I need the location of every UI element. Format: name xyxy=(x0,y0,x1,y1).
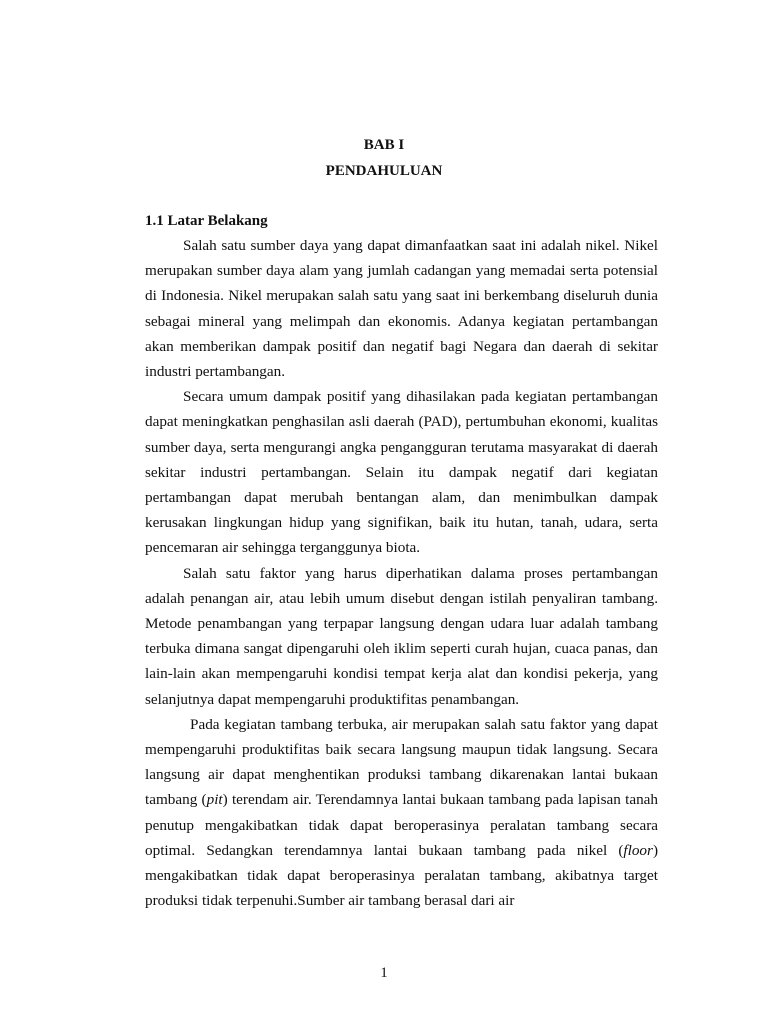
term-floor: floor xyxy=(623,841,653,859)
body-text xyxy=(145,233,658,913)
paragraph-4-part-3: ) mengakibatkan tidak dapat beroperasinya peralatan tambang, akibatnya target produksi tidak terpenuhi.Sumber air tambang berasal dari air xyxy=(145,841,658,910)
paragraph-4 xyxy=(145,712,658,914)
paragraph-2: Secara umum dampak positif yang dihasilakan pada kegiatan pertambangan dapat meningkatkan penghasilan asli daerah (PAD), pertumbuhan ekonomi, kualitas sumber daya, serta mengurangi angka pengangguran terutama masyarakat di daerah sekitar industri pertambangan. Selain itu dampak negatif dari kegiatan pertambangan dapat merubah bentangan alam, dan menimbulkan dampak kerusakan lingkungan hidup yang signifikan, baik itu hutan, tanah, udara, serta pencemaran air sehingga terganggunya biota. xyxy=(145,388,658,557)
paragraph-1: Salah satu sumber daya yang dapat dimanfaatkan saat ini adalah nikel. Nikel merupakan sumber daya alam yang jumlah cadangan yang memadai serta potensial di Indonesia. Nikel merupakan salah satu yang saat ini berkembang diseluruh dunia sebagai mineral yang melimpah dan ekonomis. Adanya kegiatan pertambangan akan memberikan dampak positif dan negatif bagi Negara dan daerah di sekitar industri pertambangan. xyxy=(145,237,658,381)
paragraph-4-part-2: ) terendam air. Terendamnya lantai bukaan tambang pada lapisan tanah penutup mengakibatkan tidak dapat beroperasinya peralatan tambang secara optimal. Sedangkan terendamnya lantai bukaan tambang pada nikel ( xyxy=(145,791,658,859)
section-heading: 1.1 Latar Belakang xyxy=(145,213,268,229)
term-pit: pit xyxy=(206,791,223,809)
chapter-title: PENDAHULUAN xyxy=(325,163,443,179)
paragraph-4-part-1: Pada kegiatan tambang terbuka, air merupakan salah satu faktor yang dapat mempengaruhi produktifitas baik secara langsung maupun tidak langsung. Secara langsung air dapat menghentikan produksi tambang dikarenakan lantai bukaan tambang ( xyxy=(145,715,658,809)
chapter-number: BAB I xyxy=(363,137,405,153)
paragraph-3: Salah satu faktor yang harus diperhatikan dalama proses pertambangan adalah penangan air, atau lebih umum disebut dengan istilah penyaliran tambang. Metode penambangan yang terpapar langsung dengan udara luar adalah tambang terbuka dimana sangat dipengaruhi oleh iklim seperti curah hujan, cuaca panas, dan lain-lain akan mempengaruhi kondisi tempat kerja alat dan kondisi pekerja, yang selanjutnya dapat mempengaruhi produktifitas penambangan. xyxy=(145,564,658,708)
page-number: 1 xyxy=(380,965,388,981)
